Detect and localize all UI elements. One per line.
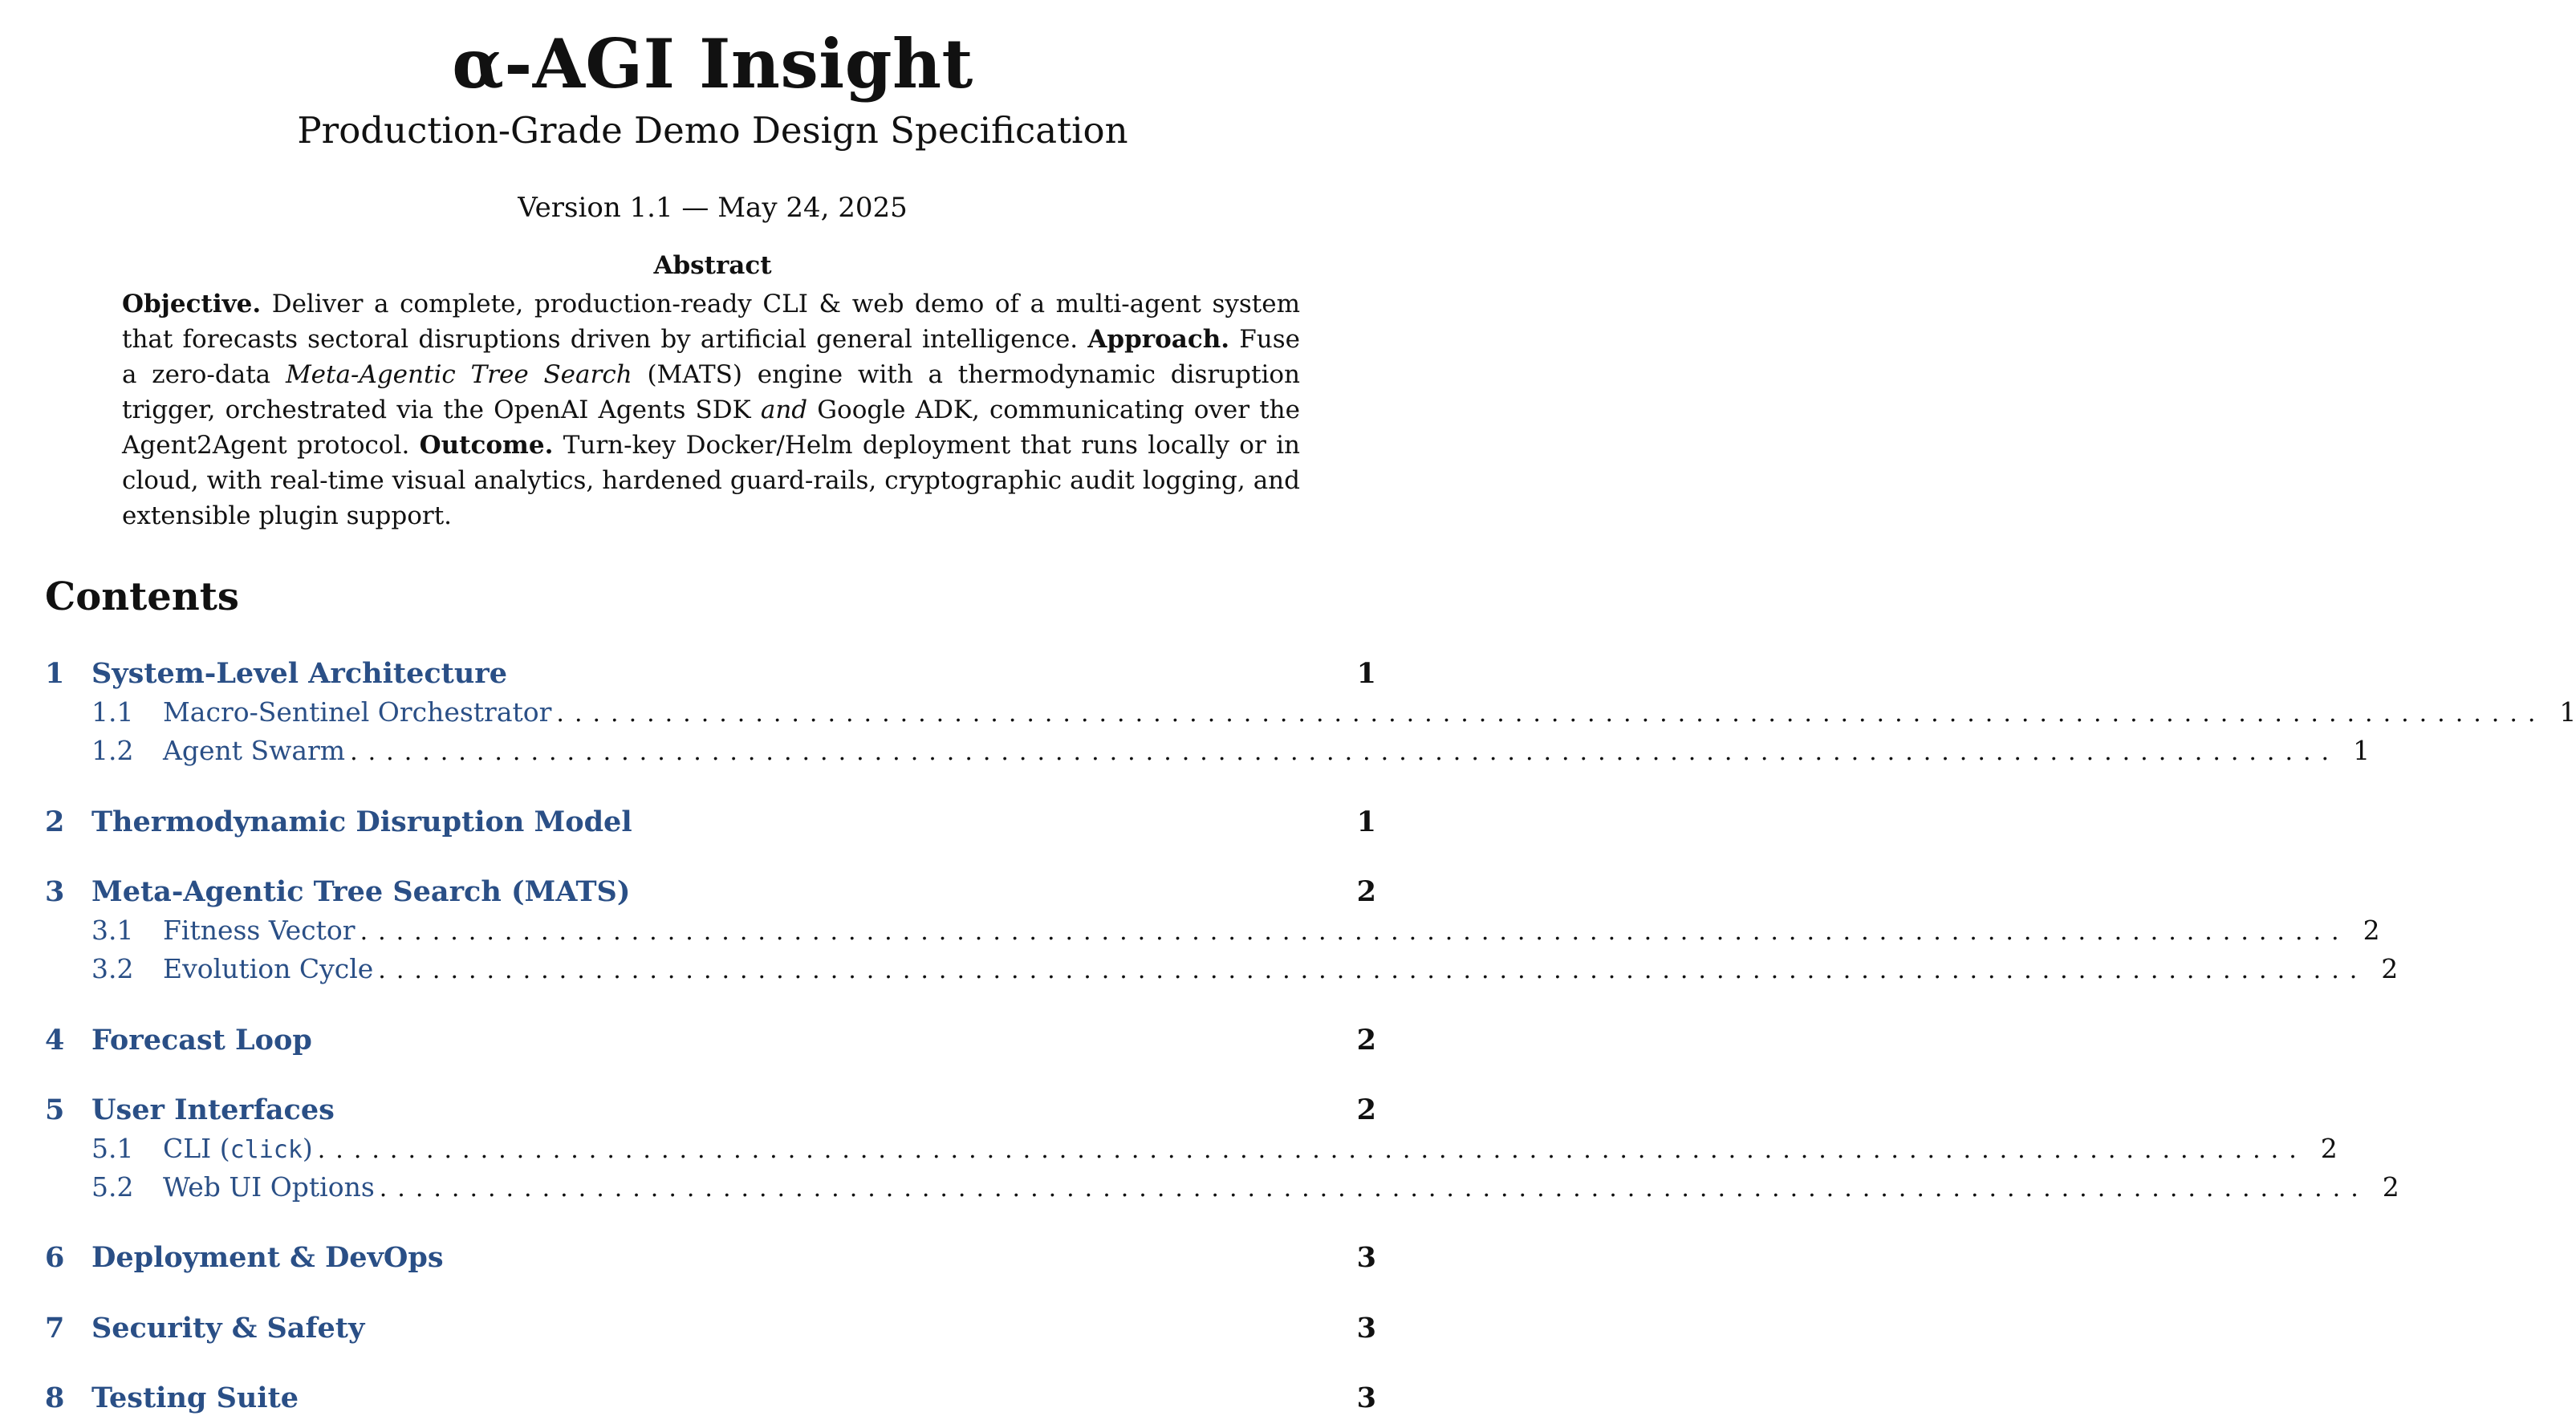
toc-label[interactable]: Security & Safety [91, 1312, 365, 1345]
approach-text-2: (MATS) engine with a thermodynamic disruption trigger, orchestrated via the OpenAI Agents SDK [122, 360, 1300, 424]
toc-number: 3.2 [91, 953, 134, 984]
toc-page-number: 2 [2320, 1133, 2338, 1164]
toc-entry-subsection[interactable] [91, 913, 2380, 950]
toc-page-number: 2 [1356, 1093, 1376, 1126]
toc-entry-subsection[interactable] [91, 951, 2399, 988]
toc-label-prefix: CLI ( [163, 1133, 230, 1164]
document-subtitle: Production-Grade Demo Design Specification [297, 109, 1128, 152]
toc-leader-dots: .............................................................................................................. [379, 1174, 2369, 1203]
version-line: Version 1.1 — May 24, 2025 [518, 192, 908, 224]
toc-label[interactable]: Evolution Cycle [163, 953, 374, 984]
outcome-text: Turn-key Docker/Helm deployment that runs locally or in cloud, with real-time visual analytics, hardened guard-rails, cryptographic audit logging, and extensible plugin support. [122, 431, 1300, 530]
toc-number: 2 [45, 805, 65, 838]
toc-entry-section[interactable] [45, 656, 1376, 692]
toc-leader-dots: .............................................................................................................. [360, 918, 2350, 946]
toc-entry-subsection[interactable] [91, 1170, 2399, 1207]
toc-entry-section[interactable] [45, 1381, 1376, 1416]
approach-italic-1: Meta-Agentic Tree Search [285, 360, 632, 389]
toc-number: 3 [45, 875, 65, 908]
toc-label[interactable]: Forecast Loop [91, 1024, 312, 1057]
toc-label[interactable]: Thermodynamic Disruption Model [91, 805, 632, 838]
toc-entry-section[interactable] [45, 1240, 1376, 1276]
toc-label[interactable]: Web UI Options [163, 1171, 375, 1203]
toc-entry-subsection[interactable] [91, 733, 2371, 770]
toc-number: 1 [45, 657, 65, 690]
document-title: α-AGI Insight [452, 24, 973, 103]
toc-label[interactable]: User Interfaces [91, 1093, 335, 1126]
outcome-label: Outcome. [419, 431, 554, 460]
toc-label-code: click [230, 1136, 303, 1164]
toc-page-number: 1 [2353, 735, 2371, 766]
toc-label[interactable]: Meta-Agentic Tree Search (MATS) [91, 875, 631, 908]
toc-label[interactable]: System-Level Architecture [91, 657, 507, 690]
toc-entry-subsection[interactable] [91, 1131, 2338, 1168]
toc-page-number: 2 [2363, 915, 2380, 946]
approach-text-3: Google ADK, communicating over the Agent2Agent protocol. [122, 396, 1300, 460]
toc-number: 1.1 [91, 696, 134, 728]
toc-page-number: 3 [1356, 1312, 1376, 1345]
toc-label[interactable] [163, 1131, 313, 1168]
toc-label[interactable]: Macro-Sentinel Orchestrator [163, 696, 552, 728]
toc-number: 3.1 [91, 915, 134, 946]
objective-label: Objective. [122, 290, 262, 318]
toc-page-number: 2 [2381, 953, 2399, 984]
objective-text: Deliver a complete, production-ready CLI & web demo of a multi-agent system that forecasts sectoral disruptions driven by artificial general intelligence. [122, 290, 1300, 354]
approach-italic-2: and [760, 396, 808, 424]
toc-number: 5 [45, 1093, 65, 1126]
toc-page-number: 1 [1356, 657, 1376, 690]
toc-page-number: 3 [1356, 1241, 1376, 1274]
toc-number: 6 [45, 1241, 65, 1274]
toc-label[interactable]: Deployment & DevOps [91, 1241, 444, 1274]
approach-text-1: Fuse a zero-data [122, 325, 1300, 389]
toc-leader-dots: .............................................................................................................. [378, 956, 2368, 984]
toc-page-number: 1 [1356, 805, 1376, 838]
toc-number: 8 [45, 1381, 65, 1414]
toc-page-number: 2 [2382, 1171, 2399, 1203]
toc-number: 4 [45, 1024, 65, 1057]
toc-label-suffix: ) [302, 1133, 313, 1164]
toc-page-number: 1 [2559, 696, 2576, 728]
toc-label[interactable]: Testing Suite [91, 1381, 299, 1414]
toc-label[interactable]: Fitness Vector [163, 915, 356, 946]
contents-heading: Contents [45, 574, 239, 619]
toc-leader-dots: .............................................................................................................. [317, 1136, 2307, 1164]
abstract-body [122, 286, 1300, 533]
toc-number: 5.1 [91, 1133, 134, 1164]
toc-number: 5.2 [91, 1171, 134, 1203]
toc-entry-subsection[interactable] [91, 695, 2576, 732]
toc-label[interactable]: Agent Swarm [163, 735, 346, 766]
toc-number: 1.2 [91, 735, 134, 766]
approach-label: Approach. [1087, 325, 1230, 354]
abstract-heading: Abstract [653, 251, 772, 280]
toc-leader-dots: .............................................................................................................. [350, 738, 2340, 766]
toc-entry-section[interactable] [45, 1311, 1376, 1346]
toc-entry-section[interactable] [45, 874, 1376, 910]
toc-entry-section[interactable] [45, 805, 1376, 840]
toc-entry-section[interactable] [45, 1023, 1376, 1058]
toc-page-number: 3 [1356, 1381, 1376, 1414]
toc-leader-dots: .............................................................................................................. [556, 700, 2546, 728]
toc-number: 7 [45, 1312, 65, 1345]
toc-entry-section[interactable] [45, 1093, 1376, 1128]
toc-page-number: 2 [1356, 875, 1376, 908]
toc-page-number: 2 [1356, 1024, 1376, 1057]
